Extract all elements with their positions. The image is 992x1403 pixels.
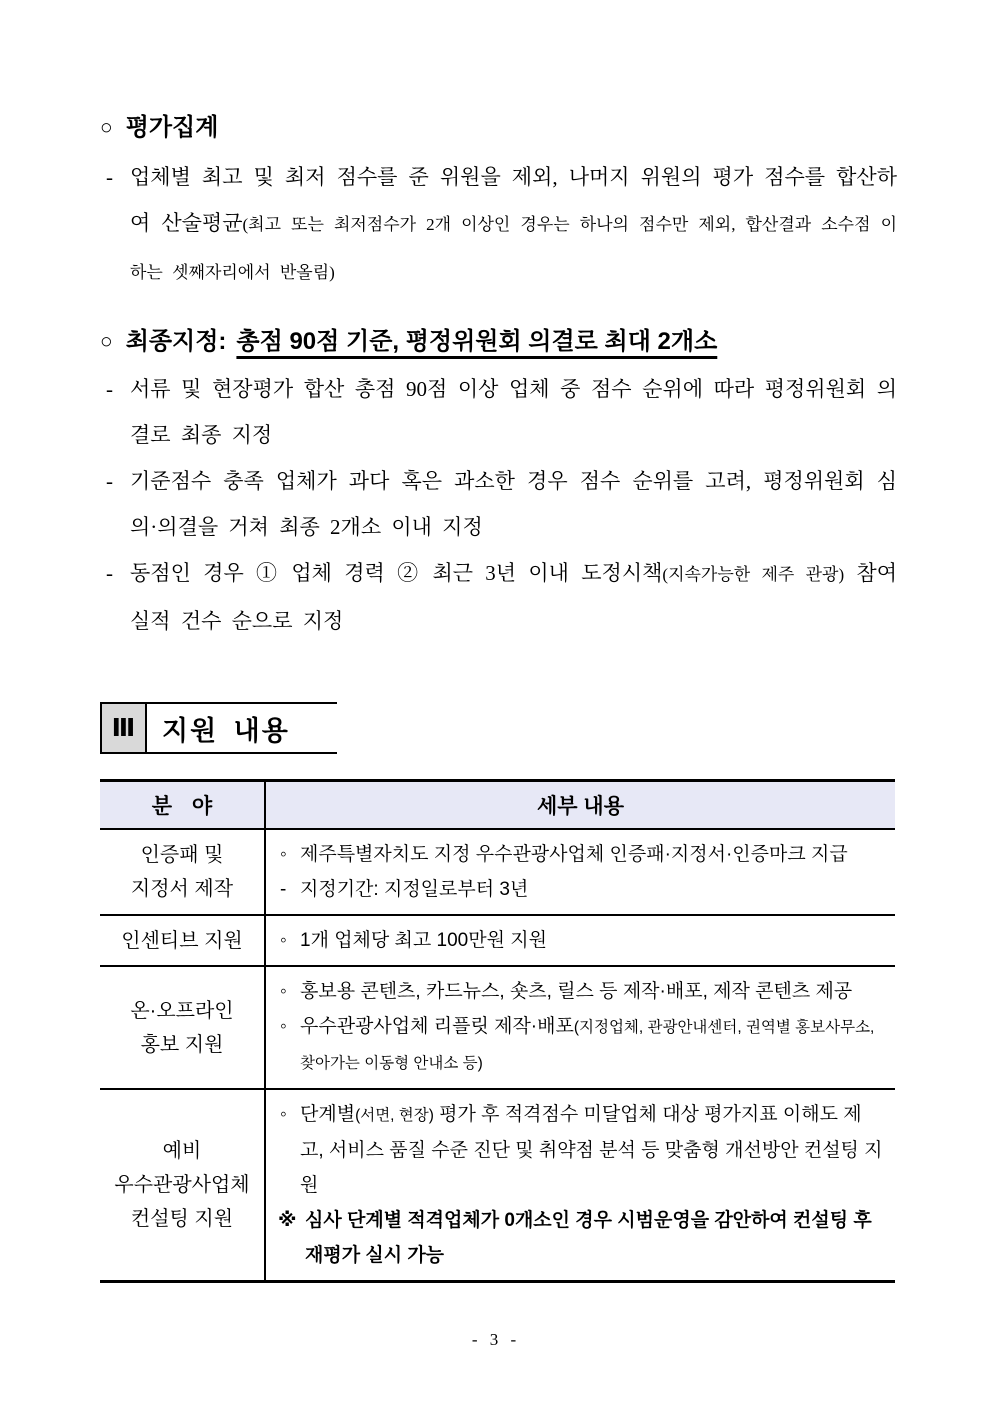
document-content bbox=[100, 112, 897, 1283]
circle-bullet-icon: ○ bbox=[100, 330, 113, 353]
paragraph-text: 업체별 최고 및 최저 점수를 준 위원을 제외, 나머지 위원의 평가 점수를 합산하여 산술평균 bbox=[130, 165, 897, 235]
field-cell bbox=[100, 915, 265, 966]
section-title bbox=[126, 326, 718, 358]
section-title-plain: 최종지정: bbox=[125, 328, 227, 355]
circle-item-icon: ◦ bbox=[280, 981, 287, 1002]
detail-text: 홍보용 콘텐츠, 카드뉴스, 숏츠, 릴스 등 제작·배포, 제작 콘텐츠 제공 bbox=[300, 981, 853, 1002]
detail-line bbox=[278, 974, 885, 1009]
detail-text: 단계별 bbox=[300, 1104, 356, 1125]
field-line: 인센티브 지원 bbox=[121, 929, 243, 952]
section-title-underlined: 총점 90점 기준, 평정위원회 의결로 최대 2개소 bbox=[236, 328, 718, 355]
paragraph-text: 동점인 경우 ① 업체 경력 ② 최근 3년 이내 도정시책 bbox=[130, 561, 663, 585]
detail-line-reference bbox=[278, 1203, 885, 1273]
detail-cell bbox=[265, 966, 895, 1089]
table-row-plaque bbox=[100, 829, 895, 915]
field-line: 온·오프라인 bbox=[130, 999, 234, 1022]
paragraph-text: 서류 및 현장평가 합산 총점 90점 이상 업체 중 점수 순위에 따라 평정위원회 의결로 최종 지정 bbox=[130, 377, 897, 447]
dash-bullet-icon: - bbox=[106, 377, 113, 401]
field-cell bbox=[100, 1089, 265, 1282]
section-3-header-box bbox=[100, 702, 337, 754]
circle-item-icon: ◦ bbox=[280, 1016, 287, 1037]
detail-line bbox=[278, 1009, 885, 1081]
field-line: 지정서 제작 bbox=[130, 878, 234, 900]
paragraph-text: 기준점수 충족 업체가 과다 혹은 과소한 경우 점수 순위를 고려, 평정위원회 심의·의결을 거쳐 최종 2개소 이내 지정 bbox=[130, 469, 897, 539]
detail-line bbox=[278, 923, 885, 958]
circle-item-icon: ◦ bbox=[280, 1104, 287, 1125]
page-number: - 3 - bbox=[471, 1330, 521, 1349]
support-content-table bbox=[100, 779, 895, 1283]
field-line: 인증패 및 bbox=[140, 844, 224, 866]
detail-note: (지정업체, 관광안내센터, 권역별 홍보사무소, 찾아가는 이동형 안내소 등) bbox=[300, 1019, 875, 1072]
field-line: 홍보 지원 bbox=[140, 1033, 224, 1056]
field-cell bbox=[100, 829, 265, 915]
paragraph-designation-rule-1 bbox=[100, 366, 897, 458]
detail-text: 평가 후 적격점수 미달업체 대상 평가지표 이해도 제고, 서비스 품질 수준 진단 및 취약점 분석 등 맞춤형 개선방안 컨설팅 지원 bbox=[300, 1104, 883, 1196]
paragraph-designation-rule-2 bbox=[100, 458, 897, 550]
dash-bullet-icon: - bbox=[106, 165, 113, 189]
field-line: 예비 bbox=[162, 1140, 202, 1162]
detail-text: 우수관광사업체 리플릿 제작·배포 bbox=[300, 1016, 574, 1037]
column-header-field: 분 야 bbox=[100, 781, 265, 830]
paragraph-note: (최고 또는 최저점수가 2개 이상인 경우는 하나의 점수만 제외, 합산결과 소수점 이하는 셋째자리에서 반올림) bbox=[130, 215, 897, 282]
detail-cell bbox=[265, 829, 895, 915]
detail-line bbox=[278, 837, 885, 872]
circle-item-icon: ◦ bbox=[280, 930, 287, 951]
reference-mark-icon: ※ bbox=[278, 1210, 297, 1231]
field-cell bbox=[100, 966, 265, 1089]
column-header-detail: 세부 내용 bbox=[265, 781, 895, 830]
field-line: 컨설팅 지원 bbox=[130, 1208, 234, 1230]
detail-cell bbox=[265, 1089, 895, 1282]
detail-cell bbox=[265, 915, 895, 966]
table-row-promotion bbox=[100, 966, 895, 1089]
table-row-incentive bbox=[100, 915, 895, 966]
dash-bullet-icon: - bbox=[106, 469, 113, 493]
table-header-row bbox=[100, 781, 895, 830]
section-heading-final-designation bbox=[100, 326, 897, 358]
detail-text: 제주특별자치도 지정 우수관광사업체 인증패·지정서·인증마크 지급 bbox=[300, 844, 848, 865]
section-heading-evaluation-tally bbox=[100, 112, 897, 144]
paragraph-text: 참여 실적 건수 순으로 지정 bbox=[130, 561, 897, 633]
section-3-numeral: Ⅲ bbox=[100, 702, 147, 754]
circle-bullet-icon: ○ bbox=[100, 116, 113, 139]
paragraph-note: (지속가능한 제주 관광) bbox=[662, 565, 845, 584]
detail-text: 지정기간: 지정일로부터 3년 bbox=[300, 879, 529, 900]
dash-item-icon: - bbox=[280, 879, 287, 900]
detail-line bbox=[278, 872, 885, 907]
section-3-title: 지원 내용 bbox=[147, 702, 337, 754]
paragraph-designation-rule-3 bbox=[100, 550, 897, 644]
circle-item-icon: ◦ bbox=[280, 844, 287, 865]
detail-text: 1개 업체당 최고 100만원 지원 bbox=[300, 930, 547, 951]
detail-note: (서면, 현장) bbox=[355, 1107, 434, 1124]
section-title: 평가집계 bbox=[125, 114, 219, 141]
paragraph-evaluation-method bbox=[100, 154, 897, 296]
dash-bullet-icon: - bbox=[106, 561, 113, 585]
detail-line bbox=[278, 1097, 885, 1203]
detail-text: 심사 단계별 적격업체가 0개소인 경우 시범운영을 감안하여 컨설팅 후 재평가 실시 가능 bbox=[305, 1210, 872, 1266]
field-line: 우수관광사업체 bbox=[114, 1174, 250, 1196]
table-row-consulting bbox=[100, 1089, 895, 1282]
